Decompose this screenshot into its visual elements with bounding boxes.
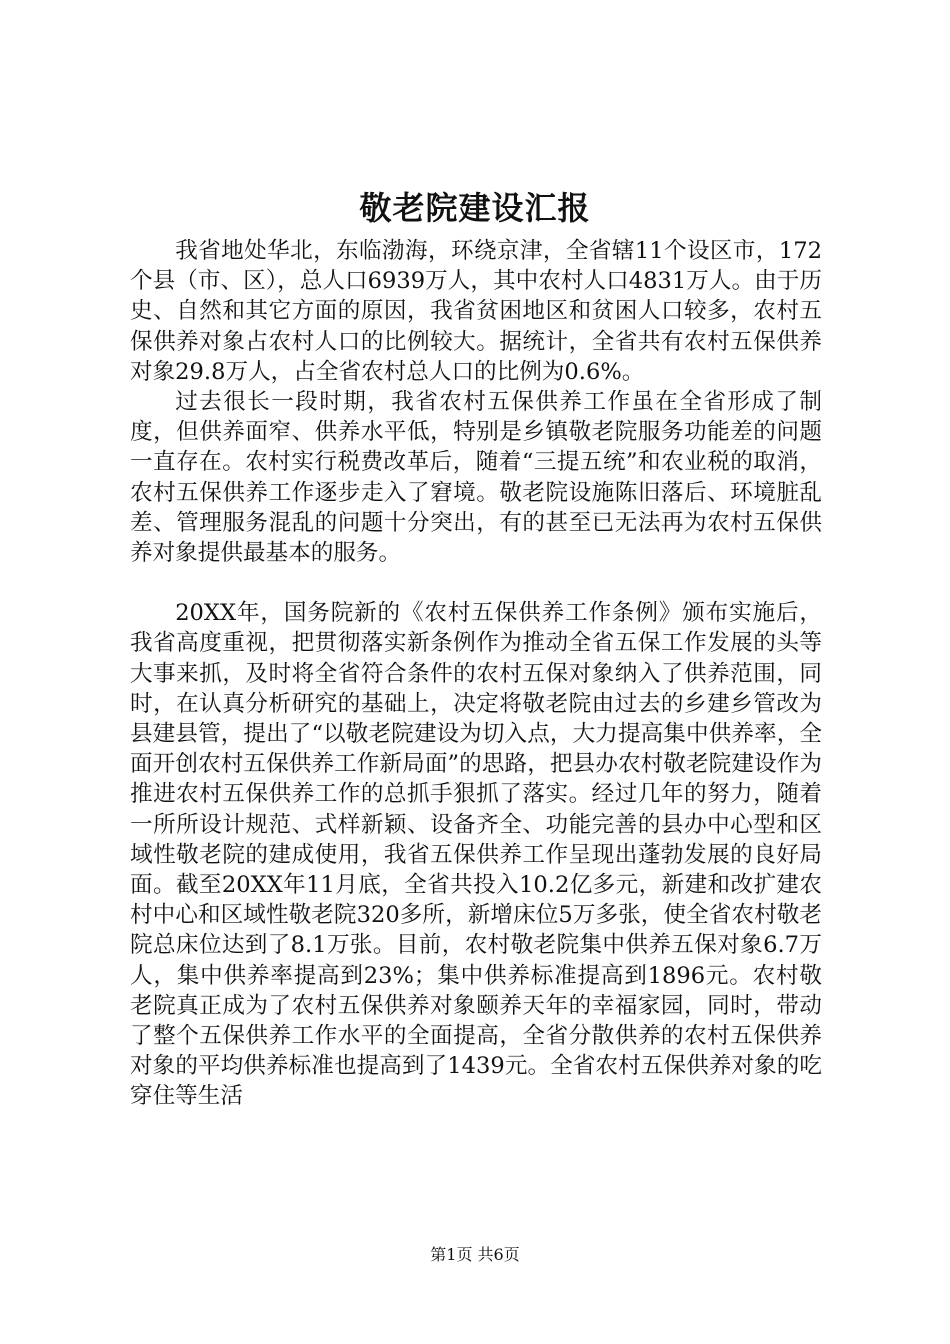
document-title: 敬老院建设汇报 — [359, 189, 591, 227]
paragraph-2: 过去很长一段时期，我省农村五保供养工作虽在全省形成了制度，但供养面窄、供养水平低，特别是乡镇敬老院服务功能差的问题一直存在。农村实行税费改革后，随着“三提五统”和农业税的取消，农村五保供养工作逐步走入了窘境。敬老院设施陈旧落后、环境脏乱差、管理服务混乱的问题十分突出，有的甚至已无法再为农村五保供养对象提供最基本的服务。 — [130, 389, 822, 567]
page-number-footer: 第1页 共6页 — [430, 1245, 520, 1264]
paragraph-1: 我省地处华北，东临渤海，环绕京津，全省辖11个设区市，172个县（市、区），总人口6939万人，其中农村人口4831万人。由于历史、自然和其它方面的原因，我省贫困地区和贫困人口较多，农村五保供养对象占农村人口的比例较大。据统计，全省共有农村五保供养对象29.8万人，占全省农村总人口的比例为0.6%。 — [130, 238, 822, 385]
document-body — [130, 236, 822, 1112]
paragraph-3: 20XX年，国务院新的《农村五保供养工作条例》颁布实施后，我省高度重视，把贯彻落实新条例作为推动全省五保工作发展的头等大事来抓，及时将全省符合条件的农村五保对象纳入了供养范围，同时，在认真分析研究的基础上，决定将敬老院由过去的乡建乡管改为县建县管，提出了“以敬老院建设为切入点，大力提高集中供养率，全面开创农村五保供养工作新局面”的思路，把县办农村敬老院建设作为推进农村五保供养工作的总抓手狠抓了落实。经过几年的努力，随着一所所设计规范、式样新颖、设备齐全、功能完善的县办中心型和区域性敬老院的建成使用，我省五保供养工作呈现出蓬勃发展的良好局面。截至20XX年11月底，全省共投入10.2亿多元，新建和改扩建农村中心和区域性敬老院320多所，新增床位5万多张，使全省农村敬老院总床位达到了8.1万张。目前，农村敬老院集中供养五保对象6.7万人，集中供养率提高到23%；集中供养标准提高到1896元。农村敬老院真正成为了农村五保供养对象颐养天年的幸福家园，同时，带动了整个五保供养工作水平的全面提高，全省分散供养的农村五保供养对象的平均供养标准也提高到了1439元。全省农村五保供养对象的吃穿住等生活 — [130, 600, 822, 1110]
